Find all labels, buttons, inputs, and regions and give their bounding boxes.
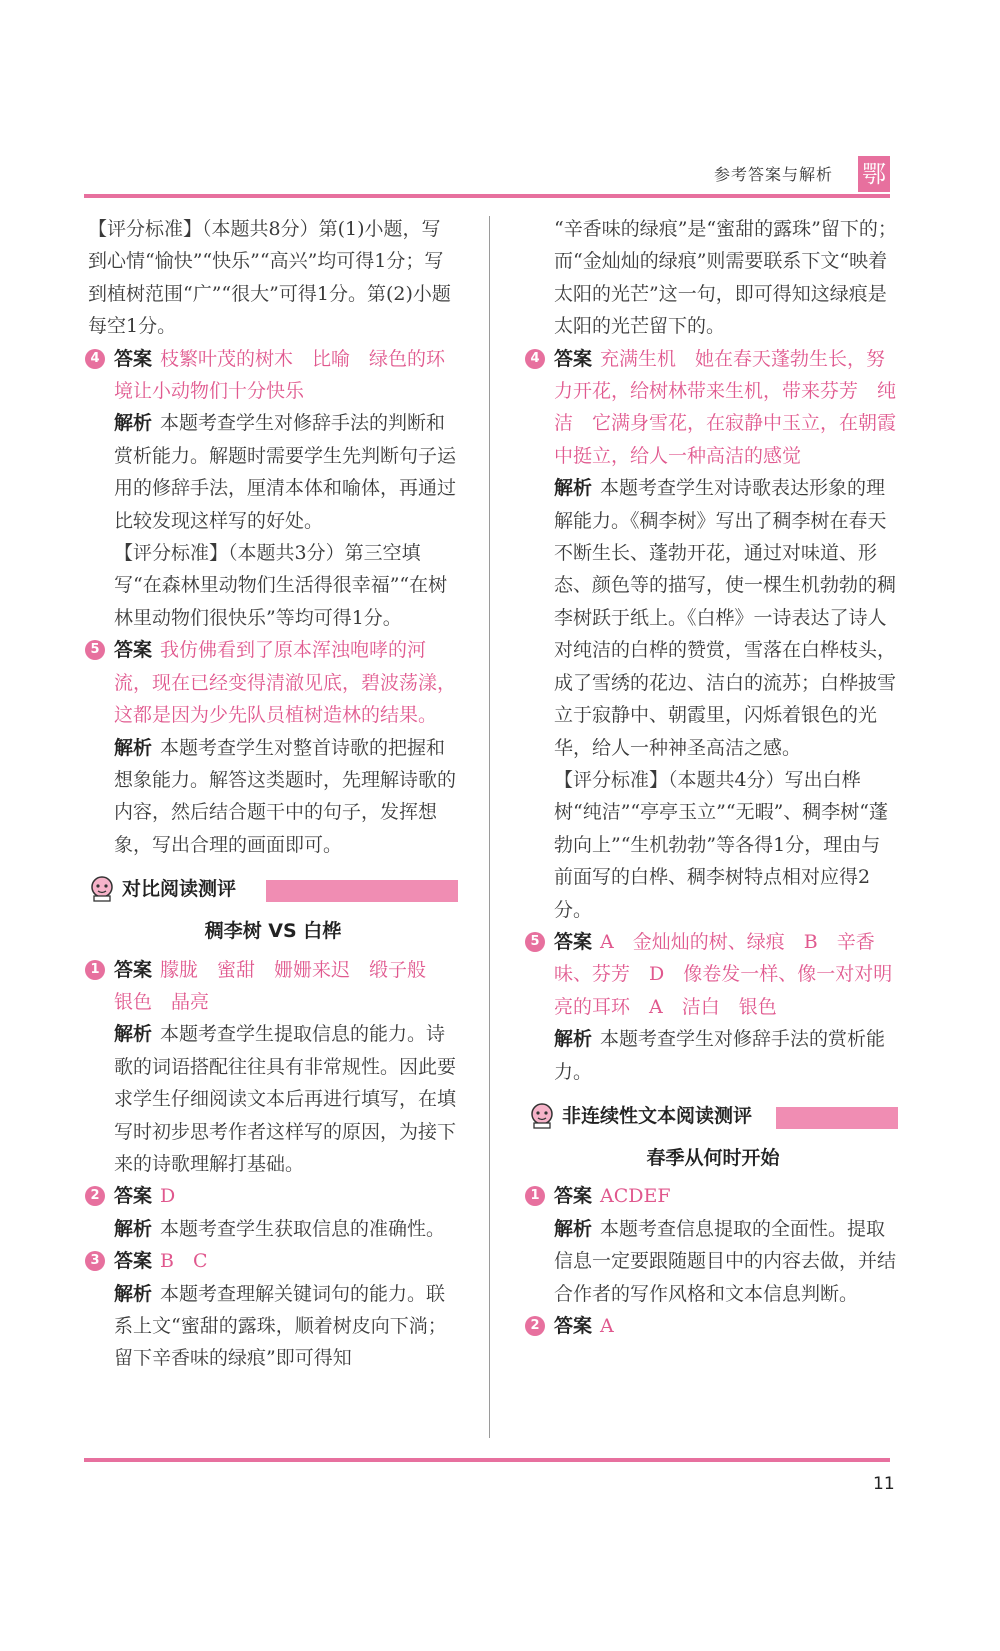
answer-text: 我仿佛看到了原本浑浊咆哮的河流，现在已经变得清澈见底，碧波荡漾，这都是因为少先队员植树造林的结果。 [114,639,457,727]
answer-text: ACDEF [600,1185,671,1208]
page-number: 11 [873,1474,895,1494]
question-3 [88,1245,458,1277]
question-4 [88,343,458,408]
reader-mascot-icon [88,875,116,903]
analysis-text: 本题考查学生提取信息的能力。诗歌的词语搭配往往具有非常规性。因此要求学生仔细阅读文本后再进行填写，在填写时初步思考作者这样写的原因，为接下来的诗歌理解打基础。 [114,1023,457,1175]
question-1 [88,954,458,1019]
analysis-label: 解析 [114,1217,153,1240]
analysis-text: 本题考查学生对修辞手法的判断和赏析能力。解题时需要学生先判断句子运用的修辞手法，厘清本体和喻体，再通过比较发现这样写的好处。 [114,412,457,532]
question-number-badge: 5 [525,932,545,952]
answer-label: 答案 [554,347,593,370]
answer-text: D [160,1185,176,1208]
analysis-text: 本题考查学生对诗歌表达形象的理解能力。《稠李树》写出了稠李树在春天不断生长、蓬勃开花，通过对味道、形态、颜色等的描写，使一棵生机勃勃的稠李树跃于纸上。《白桦》一诗表达了诗人对纯洁的白桦的赞赏，雪落在白桦枝头，成了雪绣的花边、洁白的流苏；白桦披雪立于寂静中、朝霞里，闪烁着银色的光华，给人一种神圣高洁之感。 [554,477,897,759]
question-5 [528,926,898,1023]
answer-text: A 金灿灿的树、绿痕 B 辛香味、芬芳 D 像卷发一样、像一对对明亮的耳环 A 洁白 银色 [554,930,893,1018]
section-title-bar [776,1107,898,1129]
analysis-text: 本题考查学生对整首诗歌的把握和想象能力。解答这类题时，先理解诗歌的内容，然后结合题干中的句子，发挥想象，写出合理的画面即可。 [114,736,457,856]
region-badge: 鄂 [858,156,890,192]
question-1 [528,1180,898,1212]
analysis-text: 本题考查信息提取的全面性。提取信息一定要跟随题目中的内容去做，并结合作者的写作风格和文本信息判断。 [554,1217,897,1305]
section-subtitle: 稠李树 VS 白桦 [204,920,342,943]
question-2 [88,1180,458,1212]
question-number-badge: 1 [85,960,105,980]
analysis-text: 本题考查学生获取信息的准确性。 [160,1217,446,1240]
analysis-label: 解析 [114,1023,153,1046]
answer-text: 朦胧 蜜甜 姗姗来迟 缎子般 银色 晶亮 [114,958,446,1013]
analysis-label: 解析 [114,1282,153,1305]
answer-text: A [600,1315,614,1337]
analysis [88,732,458,862]
reader-mascot-icon [528,1102,556,1130]
analysis-label: 解析 [554,1028,593,1051]
analysis [528,472,898,764]
answer-label: 答案 [114,958,153,981]
analysis [528,1213,898,1310]
left-column [88,213,458,1375]
question-number-badge: 4 [85,349,105,369]
answer-label: 答案 [114,347,153,370]
analysis-label: 解析 [114,736,153,759]
analysis-label: 解析 [554,477,593,500]
question-number-badge: 4 [525,349,545,369]
question-4 [528,343,898,473]
answer-label: 答案 [114,1185,153,1208]
analysis [88,1018,458,1180]
scoring-criteria: 【评分标准】（本题共3分）第三空填写“在森林里动物们生活得很幸福”“在树林里动物们很快乐”等均可得1分。 [114,542,448,629]
question-number-badge: 1 [525,1186,545,1206]
answer-label: 答案 [114,639,153,662]
top-rule [84,194,890,198]
answer-text: 枝繁叶茂的树木 比喻 绿色的环境让小动物们十分快乐 [114,347,446,403]
question-number-badge: 3 [85,1251,105,1271]
section-title-bar [266,880,458,902]
analysis-text: 本题考查理解关键词句的能力。联系上文“蜜甜的露珠，顺着树皮向下淌；留下辛香味的绿痕”即可得知 [114,1282,447,1370]
question-number-badge: 2 [85,1186,105,1206]
analysis-text: 本题考查学生对修辞手法的赏析能力。 [554,1028,886,1083]
column-divider [489,216,490,1438]
scoring-criteria: 【评分标准】（本题共8分）第(1)小题，写到心情“愉快”“快乐”“高兴”均可得1分；写到植树范围“广”“很大”可得1分。第(2)小题每空1分。 [88,218,451,338]
running-header: 参考答案与解析 [714,165,834,184]
answer-text: B C [160,1250,208,1273]
section-title [88,871,458,911]
question-5 [88,634,458,731]
bottom-rule [84,1458,890,1462]
question-number-badge: 2 [525,1316,545,1336]
analysis-continued: “辛香味的绿痕”是“蜜甜的露珠”留下的；而“金灿灿的绿痕”则需要联系下文“映着太阳的光芒”这一句，即可得知这绿痕是太阳的光芒留下的。 [554,218,897,338]
section-title-text: 对比阅读测评 [122,878,237,901]
answer-label: 答案 [554,1185,593,1208]
question-number-badge: 5 [85,640,105,660]
answer-label: 答案 [554,1315,593,1337]
section-subtitle: 春季从何时开始 [646,1146,780,1169]
answer-label: 答案 [554,930,593,953]
scoring-criteria: 【评分标准】（本题共4分）写出白桦树“纯洁”“亭亭玉立”“无暇”、稠李树“蓬勃向上”“生机勃勃”等各得1分，理由与前面写的白桦、稠李树特点相对应得2分。 [554,768,888,921]
analysis [88,1213,458,1245]
answer-label: 答案 [114,1250,153,1273]
section-title [528,1098,898,1138]
analysis-label: 解析 [554,1217,593,1240]
analysis [88,407,458,537]
right-column [528,213,898,1342]
analysis [528,1023,898,1088]
section-title-text: 非连续性文本阅读测评 [562,1104,753,1127]
analysis-label: 解析 [114,412,153,435]
question-2 [528,1310,898,1342]
analysis [88,1278,458,1375]
answer-text: 充满生机 她在春天蓬勃生长，努力开花，给树林带来生机，带来芬芳 纯洁 它满身雪花，在寂静中玉立，在朝霞中挺立，给人一种高洁的感觉 [554,347,897,467]
